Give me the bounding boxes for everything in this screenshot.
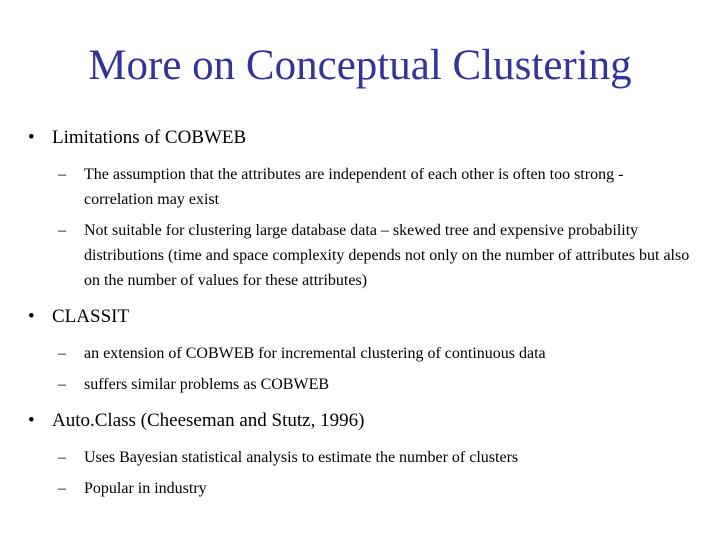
sub-item <box>0 445 720 470</box>
sub-list <box>0 162 720 293</box>
dash-marker: – <box>58 345 66 362</box>
bullet-item <box>0 305 720 329</box>
bullet-text: CLASSIT <box>52 306 130 327</box>
sub-item <box>0 218 720 293</box>
sub-item <box>0 372 720 397</box>
sub-list <box>0 445 720 501</box>
bullet-marker: • <box>28 410 35 431</box>
bullet-group <box>0 409 720 501</box>
dash-marker: – <box>58 166 66 183</box>
slide-title: More on Conceptual Clustering <box>88 42 632 89</box>
bullet-marker: • <box>28 127 35 148</box>
bullet-marker: • <box>28 306 35 327</box>
sub-item <box>0 162 720 212</box>
dash-marker: – <box>58 222 66 239</box>
bullet-text: Auto.Class (Cheeseman and Stutz, 1996) <box>52 410 365 431</box>
bullet-text: Limitations of COBWEB <box>52 127 247 148</box>
sub-text: Uses Bayesian statistical analysis to estimate the number of clusters <box>84 449 519 466</box>
bullet-group <box>0 305 720 397</box>
dash-marker: – <box>58 449 66 466</box>
dash-marker: – <box>58 376 66 393</box>
sub-text: suffers similar problems as COBWEB <box>84 376 330 393</box>
bullet-group <box>0 126 720 293</box>
bullet-item <box>0 409 720 433</box>
sub-text: an extension of COBWEB for incremental clustering of continuous data <box>84 345 546 362</box>
sub-text: Not suitable for clustering large database data – skewed tree and expensive probability distributions (time and space complexity depends not only on the number of attributes but also on the number of values for these attributes) <box>84 222 690 289</box>
sub-item <box>0 476 720 501</box>
bullet-item <box>0 126 720 150</box>
bullet-list <box>0 126 720 507</box>
dash-marker: – <box>58 480 66 497</box>
sub-text: The assumption that the attributes are independent of each other is often too strong - correlation may exist <box>84 166 624 208</box>
sub-item <box>0 341 720 366</box>
sub-text: Popular in industry <box>84 480 207 497</box>
sub-list <box>0 341 720 397</box>
